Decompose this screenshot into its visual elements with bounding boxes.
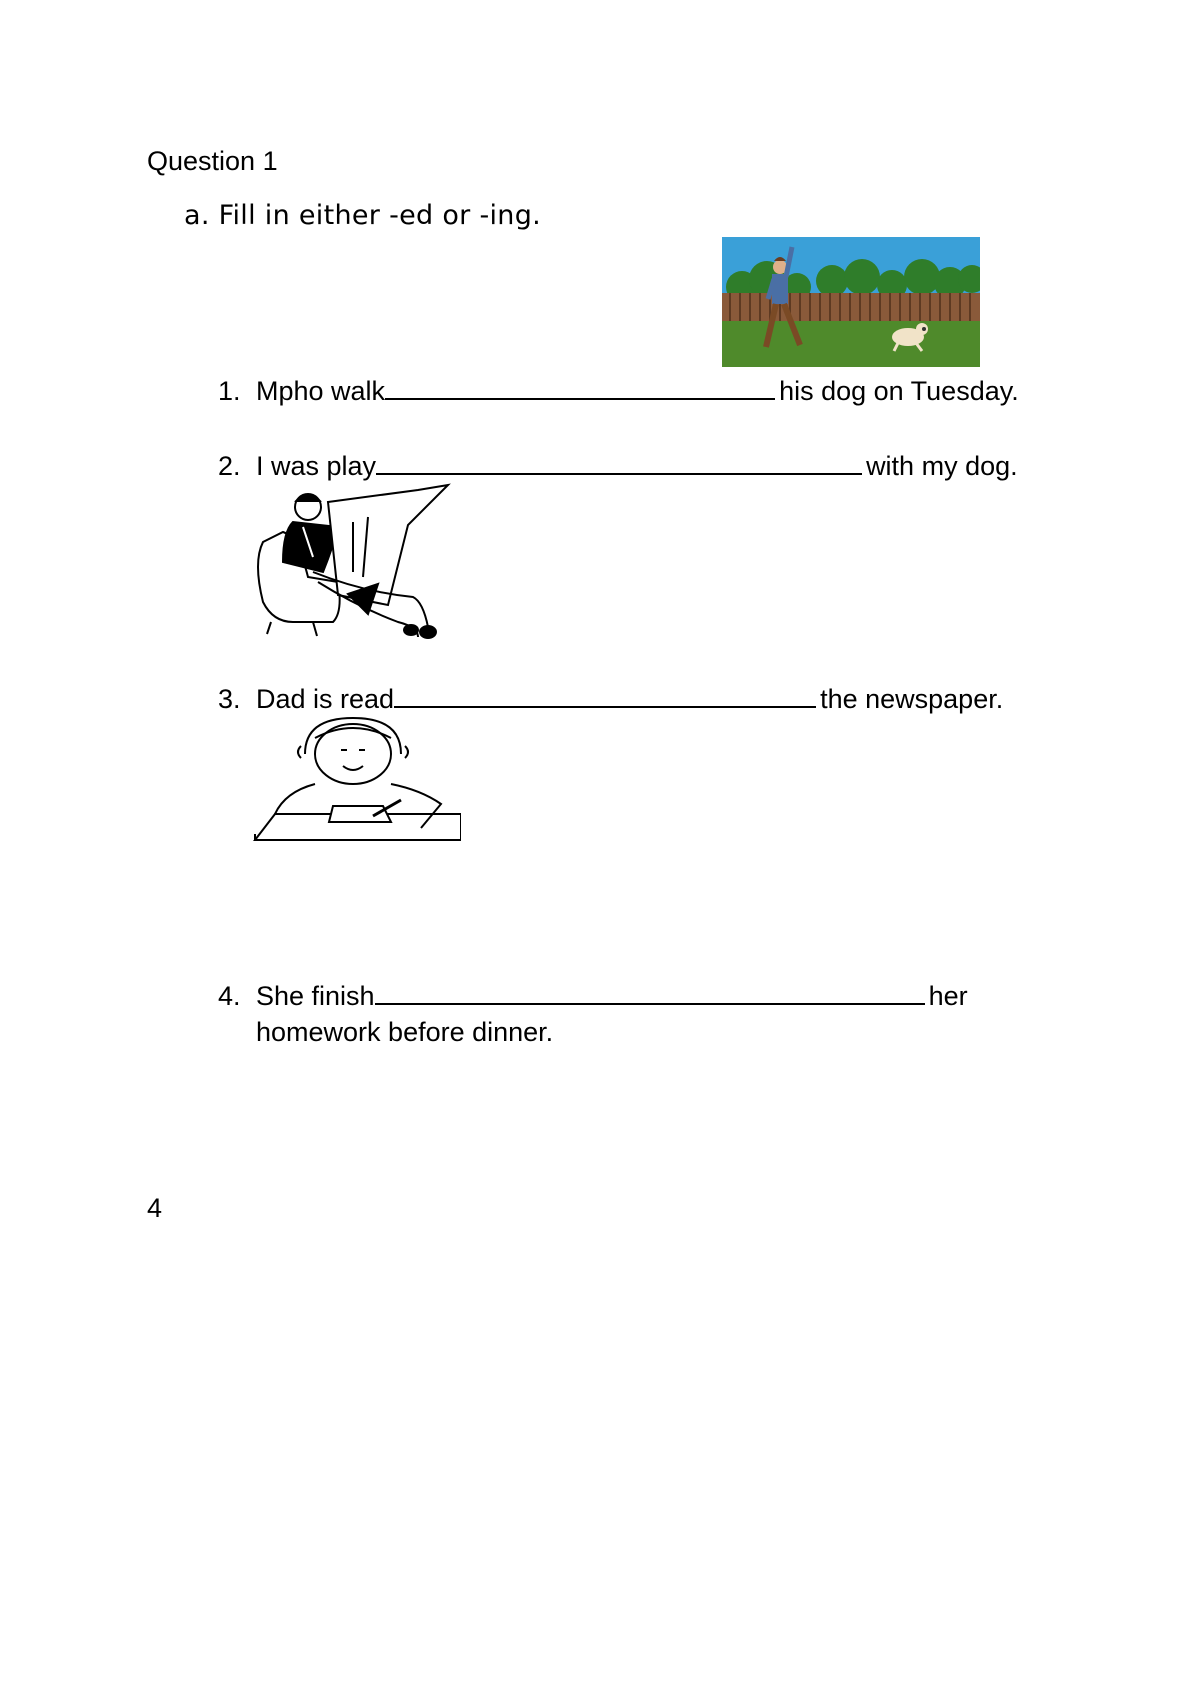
page-number: 4 xyxy=(147,1193,163,1223)
item-1 xyxy=(218,374,1019,407)
instruction xyxy=(184,200,541,231)
walking-dog-image xyxy=(722,237,980,367)
instruction-label: a. xyxy=(184,200,210,231)
item-number: 1. xyxy=(218,376,241,406)
reading-image xyxy=(253,482,475,640)
item-text-before: She finish xyxy=(256,981,375,1011)
answer-blank-1[interactable] xyxy=(385,374,775,400)
item-2 xyxy=(218,449,1018,482)
item-number: 3. xyxy=(218,684,241,714)
item-number: 2. xyxy=(218,451,241,481)
item-text-before: Dad is read xyxy=(256,684,395,714)
answer-blank-3[interactable] xyxy=(394,682,816,708)
answer-blank-4[interactable] xyxy=(375,979,925,1005)
item-text-after: her xyxy=(928,981,968,1011)
item-text-after: with my dog. xyxy=(866,451,1018,481)
item-text-after: the newspaper. xyxy=(820,684,1004,714)
item-3 xyxy=(218,682,1003,715)
writing-image xyxy=(253,716,461,842)
question-title: Question 1 xyxy=(147,146,278,176)
instruction-text: Fill in either -ed or -ing. xyxy=(218,200,542,231)
item-4-continuation: homework before dinner. xyxy=(256,1017,554,1047)
item-text-after: his dog on Tuesday. xyxy=(779,376,1019,406)
answer-blank-2[interactable] xyxy=(376,449,862,475)
item-text-before: I was play xyxy=(256,451,377,481)
item-number: 4. xyxy=(218,981,241,1011)
item-text-before: Mpho walk xyxy=(256,376,386,406)
item-4 xyxy=(218,979,968,1012)
